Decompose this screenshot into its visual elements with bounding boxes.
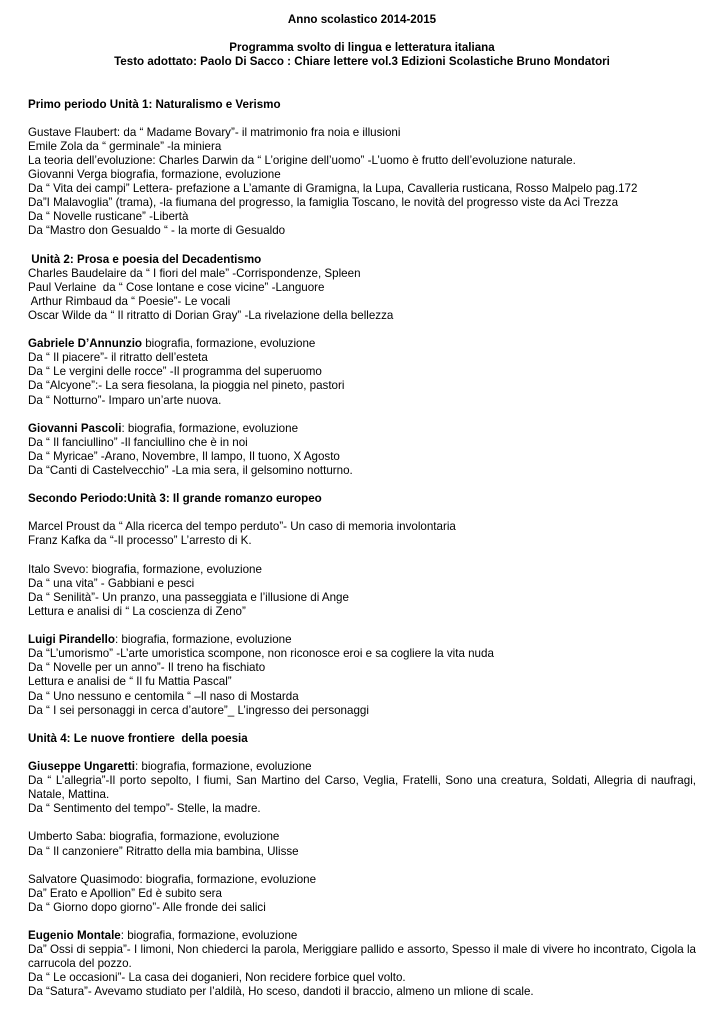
text-line: Oscar Wilde da “ Il ritratto di Dorian Gray” -La rivelazione della bellezza (28, 308, 394, 322)
text-line: Salvatore Quasimodo: biografia, formazione, evoluzione (28, 872, 317, 886)
text-line: Da” Erato e Apollion” Ed è subito sera (28, 886, 222, 900)
author-heading-montale (28, 929, 696, 943)
author-heading-ungaretti (28, 760, 696, 774)
text-paragraph: Da “ L’allegria”-Il porto sepolto, I fiumi, San Martino del Carso, Veglia, Fratelli, Sono una creatura, Soldati, Allegria di naufragi, Natale, Mattina. (28, 774, 696, 802)
text-line: Lettura e analisi di “ La coscienza di Zeno” (28, 604, 246, 618)
text-line: Da “ Sentimento del tempo”- Stelle, la madre. (28, 802, 261, 816)
text-line: Da “ una vita” - Gabbiani e pesci (28, 576, 195, 590)
text-line: Lettura e analisi de “ Il fu Mattia Pascal” (28, 675, 232, 689)
author-description: : biografia, formazione, evoluzione (121, 421, 299, 435)
text-line: Umberto Saba: biografia, formazione, evoluzione (28, 830, 280, 844)
text-line: Da “ Myricae” -Arano, Novembre, Il lampo, Il tuono, X Agosto (28, 449, 340, 463)
text-line: Da “Mastro don Gesualdo “ - la morte di Gesualdo (28, 224, 286, 238)
author-name: Giovanni Pascoli (28, 421, 122, 435)
text-line: Gustave Flaubert: da “ Madame Bovary”- il matrimonio fra noia e illusioni (28, 125, 401, 139)
text-line: Emile Zola da “ germinale” -la miniera (28, 139, 222, 153)
text-line: La teoria dell’evoluzione: Charles Darwin da “ L’origine dell’uomo” -L’uomo è frutto dell’evoluzione naturale. (28, 153, 576, 167)
author-description: biografia, formazione, evoluzione (142, 337, 316, 351)
text-line: Da “ Il canzoniere” Ritratto della mia bambina, Ulisse (28, 844, 299, 858)
author-description: : biografia, formazione, evoluzione (114, 633, 292, 647)
text-line: Da “ Uno nessuno e centomila “ –Il naso di Mostarda (28, 689, 299, 703)
author-heading-dannunzio (28, 337, 696, 351)
text-line: Da “ Novelle per un anno”- Il treno ha fischiato (28, 661, 266, 675)
author-description: : biografia, formazione, evoluzione (120, 929, 298, 943)
text-line: Marcel Proust da “ Alla ricerca del tempo perduto”- Un caso di memoria involontaria (28, 520, 456, 534)
unit-3-heading: Secondo Periodo:Unità 3: Il grande romanzo europeo (28, 492, 322, 506)
text-line: Da “ Le vergini delle rocce” -Il programma del superuomo (28, 365, 322, 379)
unit-2-heading: Unità 2: Prosa e poesia del Decadentismo (28, 252, 262, 266)
text-line: Giovanni Verga biografia, formazione, evoluzione (28, 168, 281, 182)
text-line: Da “Canti di Castelvecchio” -La mia sera, il gelsomino notturno. (28, 464, 353, 477)
text-line: Da “ Il fanciullino” -Il fanciullino che è in noi (28, 435, 248, 449)
text-line: Da”I Malavoglia” (trama), -la fiumana del progresso, la famiglia Toscano, le novità del progresso viste da Aci Trezza (28, 196, 619, 210)
text-line: Charles Baudelaire da “ I fiori del male” -Corrispondenze, Spleen (28, 266, 361, 280)
text-line: Arthur Rimbaud da “ Poesie”- Le vocali (28, 294, 231, 308)
author-name: Giuseppe Ungaretti (28, 759, 135, 773)
text-line: Da “L’umorismo” -L’arte umoristica scompone, non riconosce eroi e sa cogliere la vita nuda (28, 647, 494, 661)
text-line: Paul Verlaine da “ Cose lontane e cose vicine” -Languore (28, 280, 325, 294)
author-name: Eugenio Montale (28, 929, 121, 943)
text-line: Da “ Notturno”- Imparo un’arte nuova. (28, 393, 222, 407)
document-title: Anno scolastico 2014-2015 (287, 13, 437, 26)
text-line: Da “ Il piacere”- il ritratto dell’esteta (28, 351, 208, 365)
unit-1-heading: Primo periodo Unità 1: Naturalismo e Verismo (28, 97, 281, 111)
text-line: Da “ Vita dei campi” Lettera- prefazione a L’amante di Gramigna, la Lupa, Cavalleria rusticana, Rosso Malpelo pag.172 (28, 182, 638, 196)
text-paragraph: Da” Ossi di seppia”- I limoni, Non chiederci la parola, Meriggiare pallido e assorto, Spesso il male di vivere ho incontrato, Cigola la carrucola del pozzo. (28, 943, 696, 971)
textbook-info: Testo adottato: Paolo Di Sacco : Chiare lettere vol.3 Edizioni Scolastiche Bruno Mondatori (114, 55, 610, 69)
document-subtitle: Programma svolto di lingua e letteratura italiana (229, 41, 495, 55)
text-line: Da “Alcyone”:- La sera fiesolana, la pioggia nel pineto, pastori (28, 379, 345, 393)
text-line: Franz Kafka da “-Il processo” L’arresto di K. (28, 534, 252, 548)
text-line: Da “ Novelle rusticane” -Libertà (28, 210, 189, 224)
unit-4-heading: Unità 4: Le nuove frontiere della poesia (28, 731, 248, 745)
text-line: Da “ Le occasioni”- La casa dei doganieri, Non recidere forbice quel volto. (28, 971, 406, 985)
text-line: Da “ Giorno dopo giorno”- Alle fronde dei salici (28, 900, 266, 914)
author-name: Luigi Pirandello (28, 633, 115, 647)
text-line: Da “Satura”- Avevamo studiato per l’aldilà, Ho sceso, dandoti il braccio, almeno un mlione di scale. (28, 985, 534, 999)
author-description: : biografia, formazione, evoluzione (134, 759, 312, 773)
text-line: Da “ I sei personaggi in cerca d’autore”_ L’ingresso dei personaggi (28, 703, 369, 717)
text-line: Italo Svevo: biografia, formazione, evoluzione (28, 562, 262, 576)
author-name: Gabriele D’Annunzio (28, 337, 143, 351)
author-heading-pascoli (28, 422, 696, 436)
text-line: Da “ Senilità”- Un pranzo, una passeggiata e l’illusione di Ange (28, 590, 349, 604)
author-heading-pirandello (28, 633, 696, 647)
